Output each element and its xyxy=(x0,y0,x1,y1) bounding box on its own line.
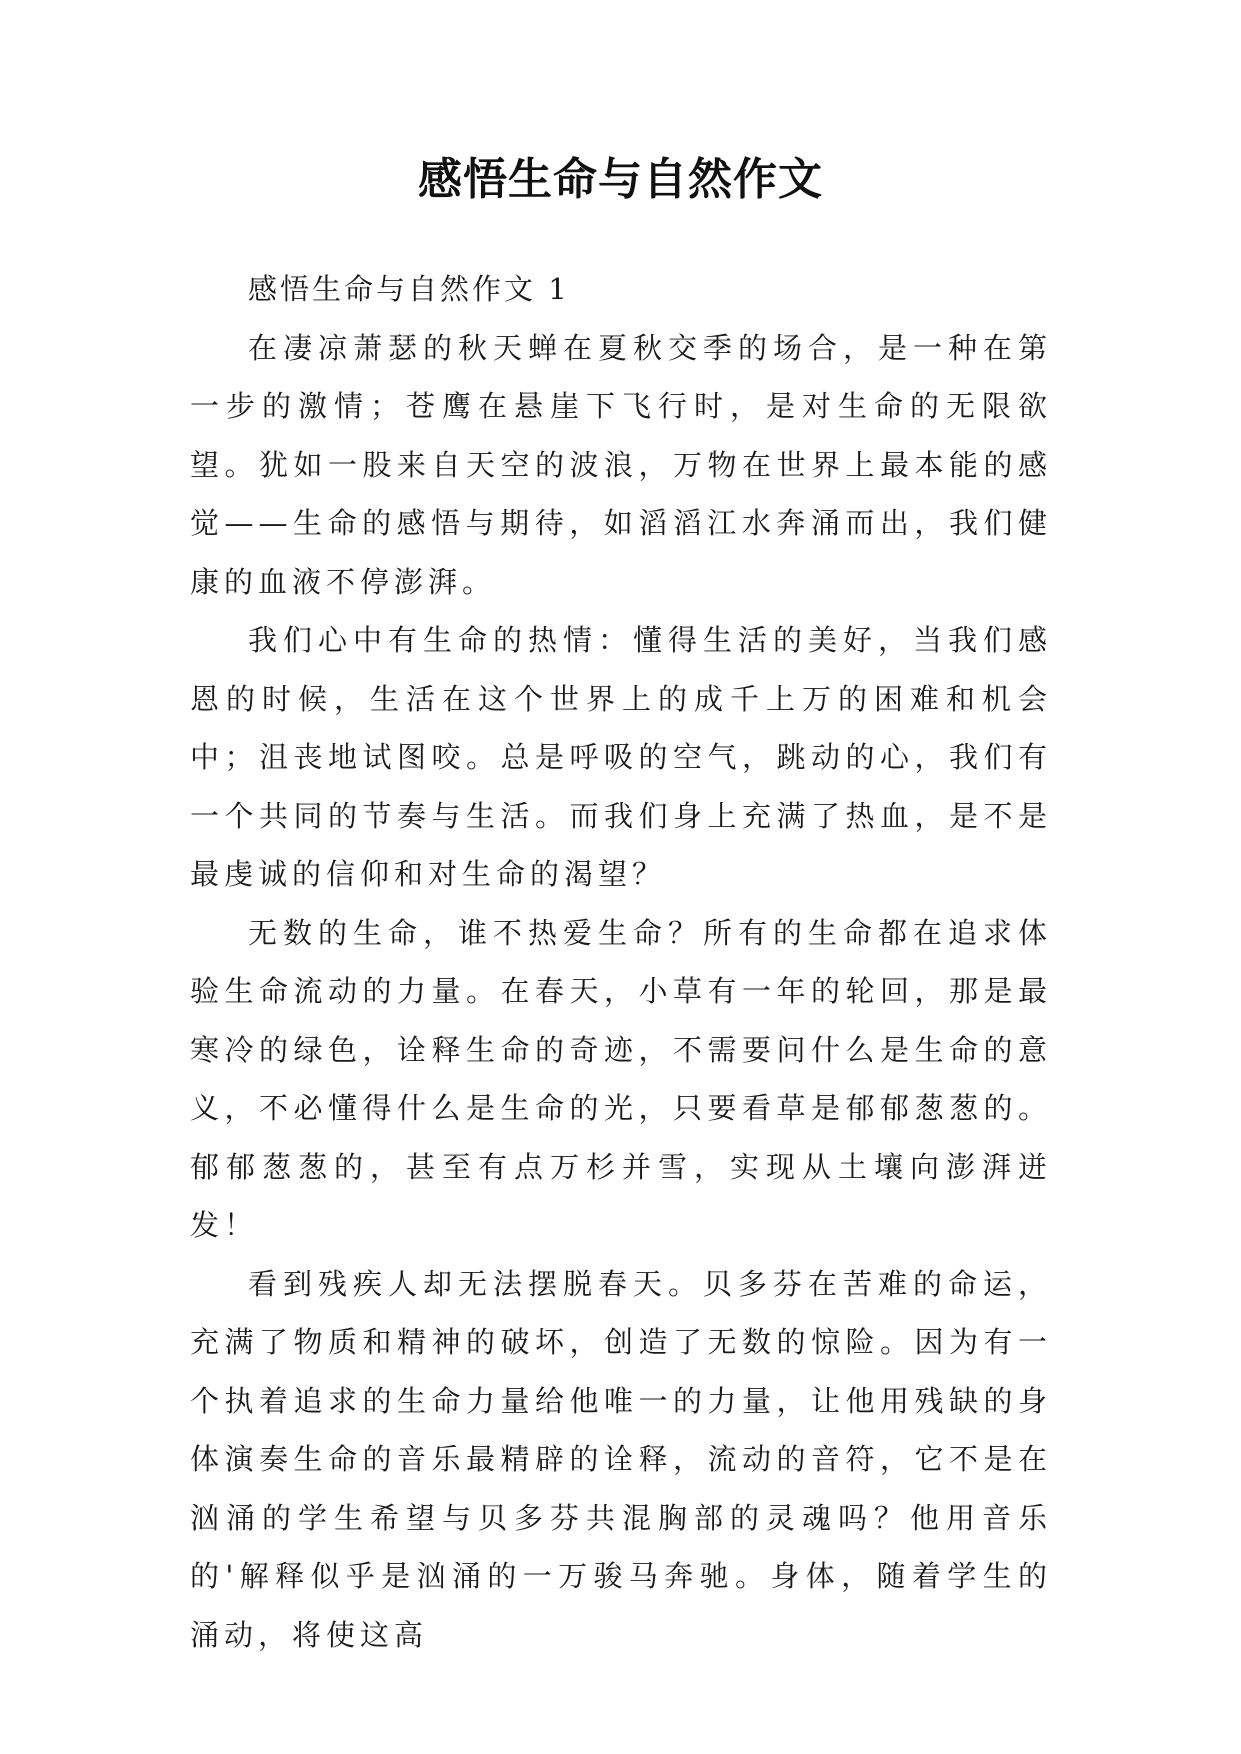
paragraph-2: 我们心中有生命的热情：懂得生活的美好，当我们感恩的时候，生活在这个世界上的成千上万的困难和机会中；沮丧地试图咬。总是呼吸的空气，跳动的心，我们有一个共同的节奏与生活。而我们身上充满了热血，是不是最虔诚的信仰和对生命的渴望？ xyxy=(190,623,1052,891)
paragraph-1: 在凄凉萧瑟的秋天蝉在夏秋交季的场合，是一种在第一步的激情；苍鹰在悬崖下飞行时，是对生命的无限欲望。犹如一股来自天空的波浪，万物在世界上最本能的感觉——生命的感悟与期待，如滔滔江水奔涌而出，我们健康的血液不停澎湃。 xyxy=(190,330,1052,599)
section-heading: 感悟生命与自然作文 1 xyxy=(248,272,570,306)
paragraph-3: 无数的生命，谁不热爱生命？所有的生命都在追求体验生命流动的力量。在春天，小草有一年的轮回，那是最寒冷的绿色，诠释生命的奇迹，不需要问什么是生命的意义，不必懂得什么是生命的光，只要看草是郁郁葱葱的。郁郁葱葱的，甚至有点万杉并雪，实现从土壤向澎湃迸发！ xyxy=(190,915,1052,1242)
document-body xyxy=(190,260,1052,1664)
paragraph-4: 看到残疾人却无法摆脱春天。贝多芬在苦难的命运，充满了物质和精神的破坏，创造了无数的惊险。因为有一个执着追求的生命力量给他唯一的力量，让他用残缺的身体演奏生命的音乐最精辟的诠释，流动的音符，它不是在汹涌的学生希望与贝多芬共混胸部的灵魂吗？他用音乐的'解释似乎是汹涌的一万骏马奔驰。身体，随着学生的涌动，将使这高 xyxy=(190,1266,1052,1652)
document-title: 感悟生命与自然作文 xyxy=(418,154,823,205)
